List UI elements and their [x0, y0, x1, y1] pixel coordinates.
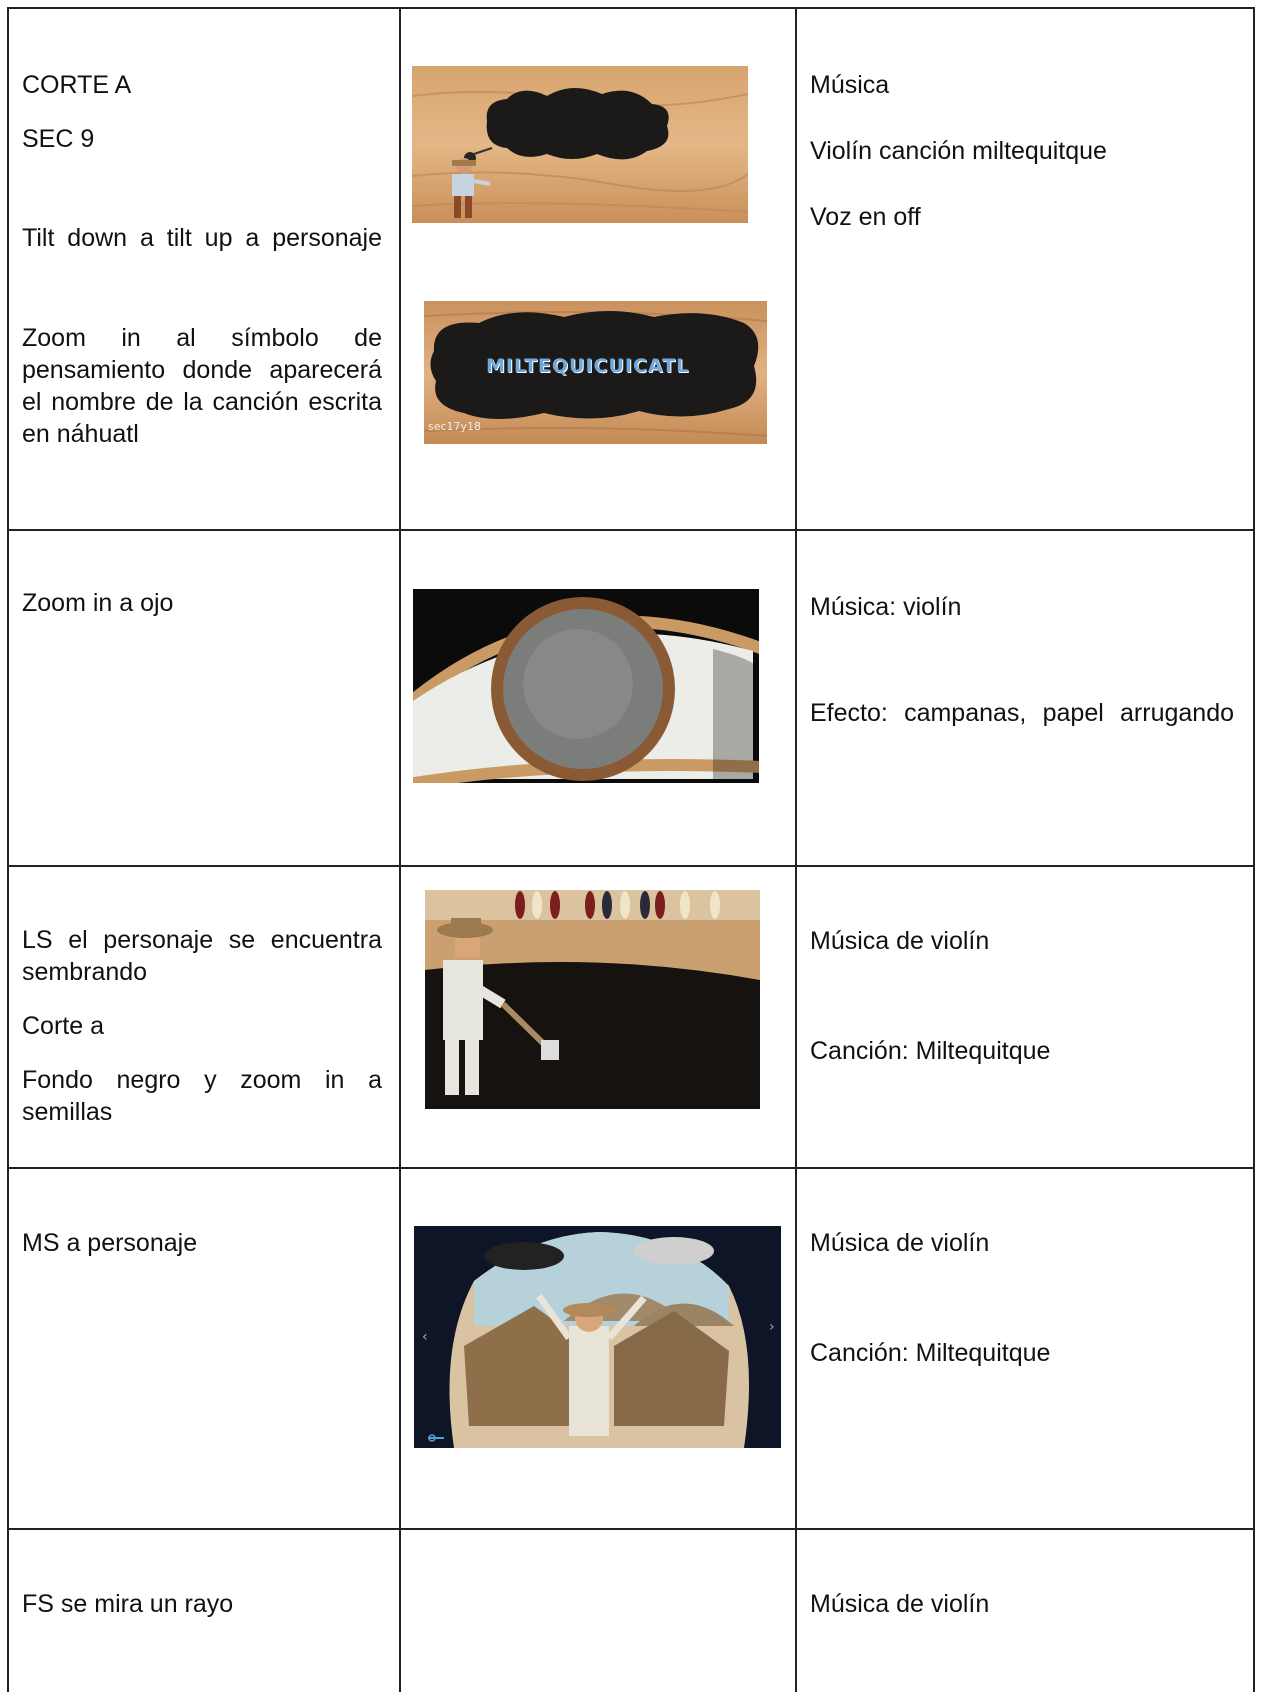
shot-text: Zoom in a ojo — [22, 589, 174, 617]
storyboard-table — [7, 7, 1255, 1692]
audio-text: Música de violín — [810, 1590, 990, 1618]
audio-text: Música — [810, 71, 890, 99]
audio-text: Música: violín — [810, 593, 962, 621]
shot-text: Tilt down a tilt up a personaje — [22, 224, 382, 252]
table-border-right — [1253, 7, 1255, 1692]
row-divider-4 — [7, 1528, 1255, 1530]
svg-text:›: › — [769, 1319, 775, 1335]
row-divider-1 — [7, 529, 1255, 531]
row-4-audio-cell — [810, 1227, 1238, 1369]
audio-text: Violín canción miltequitque — [810, 137, 1107, 165]
row-1-shot-cell — [22, 69, 394, 450]
row-2-audio-cell — [810, 591, 1238, 729]
row-3-audio-cell — [810, 925, 1238, 1067]
sketch-eye — [413, 589, 759, 783]
column-divider-2 — [795, 7, 797, 1692]
shot-text: MS a personaje — [22, 1229, 198, 1257]
audio-text: Voz en off — [810, 203, 921, 231]
table-border-left — [7, 7, 9, 1692]
audio-text: Canción: Miltequitque — [810, 1339, 1051, 1367]
row-5-shot-cell — [22, 1588, 394, 1620]
sketch-wood-miltequicuicatl — [424, 301, 767, 444]
row-5-audio-cell — [810, 1588, 1238, 1620]
miltequicuicatl-title: MILTEQUICUICATL — [486, 355, 690, 377]
row-3-shot-cell — [22, 924, 394, 1128]
audio-text: Canción: Miltequitque — [810, 1037, 1051, 1065]
shot-text: LS el personaje se encuentra sembrando — [22, 926, 382, 986]
shot-text: FS se mira un rayo — [22, 1590, 234, 1618]
sketch-farmer-sowing — [425, 890, 760, 1109]
row-4-shot-cell — [22, 1227, 394, 1259]
column-divider-1 — [399, 7, 401, 1692]
sketch-wood-thought-cloud — [412, 66, 748, 223]
shot-text: Fondo negro y zoom in a semillas — [22, 1066, 382, 1126]
shot-text: Corte a — [22, 1012, 104, 1040]
row-divider-3 — [7, 1167, 1255, 1169]
shot-text: SEC 9 — [22, 125, 95, 153]
audio-text: Música de violín — [810, 927, 990, 955]
svg-text:‹: ‹ — [422, 1329, 428, 1345]
table-border-top — [7, 7, 1255, 9]
audio-text: Efecto: campanas, papel arrugando — [810, 699, 1234, 727]
frame-caption: sec17y18 — [428, 420, 482, 433]
row-1-audio-cell — [810, 69, 1238, 233]
audio-text: Música de violín — [810, 1229, 990, 1257]
row-divider-2 — [7, 865, 1255, 867]
sketch-village-scene — [414, 1226, 781, 1448]
shot-text: Zoom in al símbolo de pensamiento donde aparecerá el nombre de la canción escrita en náhuatl — [22, 324, 382, 448]
shot-text: CORTE A — [22, 71, 132, 99]
row-2-shot-cell — [22, 587, 394, 619]
